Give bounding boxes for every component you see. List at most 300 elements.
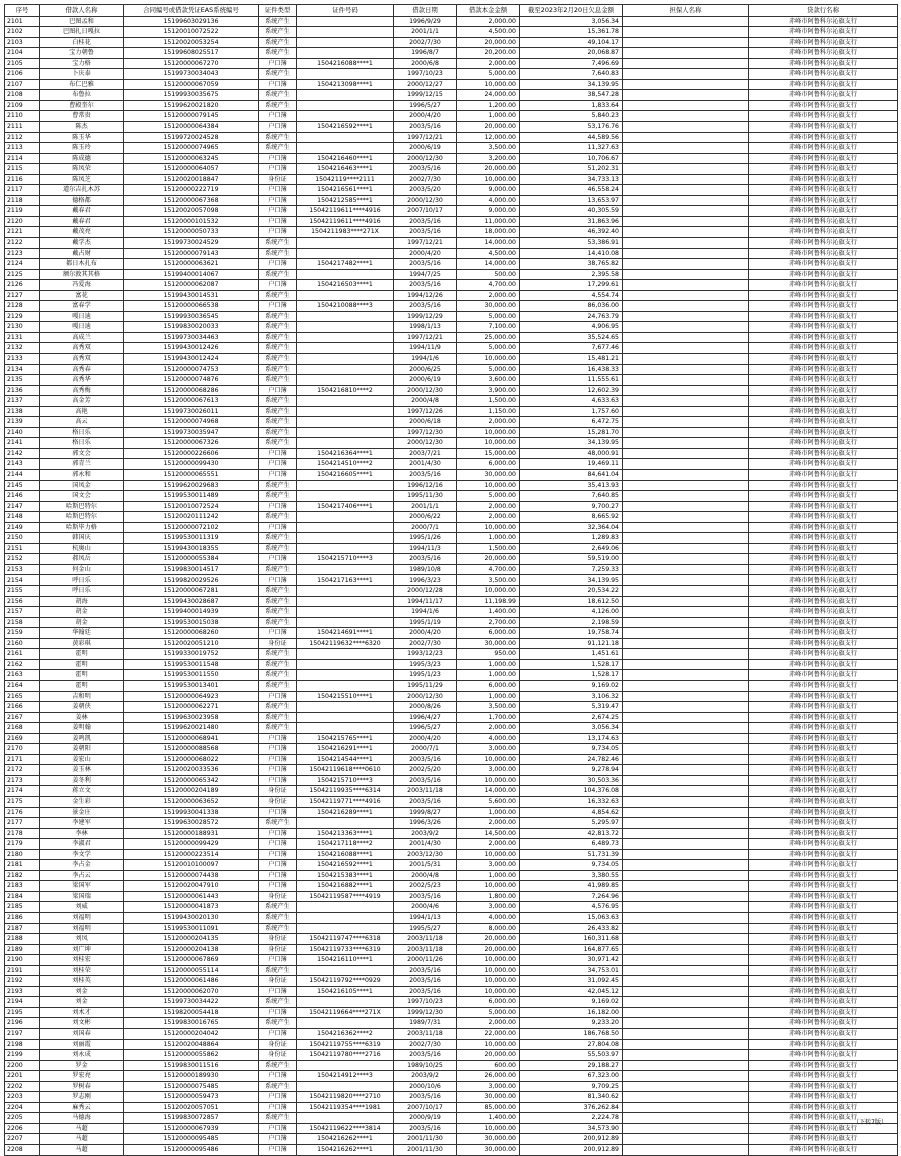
- cell-id-no: 1504216364****1: [297, 448, 394, 459]
- cell-seq: 2123: [5, 248, 40, 259]
- cell-id-type: 系统产生: [259, 322, 297, 333]
- cell-loan-date: 2001/1/1: [394, 27, 457, 38]
- cell-id-no: 1504217163****1: [297, 575, 394, 586]
- cell-id-type: 系统产生: [259, 670, 297, 681]
- cell-seq: 2169: [5, 733, 40, 744]
- cell-interest: 18,612.50: [520, 596, 623, 607]
- cell-seq: 2163: [5, 670, 40, 681]
- cell-interest: 9,734.05: [520, 860, 623, 871]
- cell-contract-no: 15120000068286: [124, 385, 259, 396]
- cell-seq: 2181: [5, 860, 40, 871]
- cell-guarantor: [623, 37, 749, 48]
- cell-loan-date: 2003/9/2: [394, 1071, 457, 1082]
- cell-id-type: 系统产生: [259, 396, 297, 407]
- cell-bank: 赤峰市阿鲁科尔沁旗支行: [749, 269, 898, 280]
- cell-seq: 2131: [5, 332, 40, 343]
- table-row: [5, 1007, 898, 1018]
- table-row: [5, 90, 898, 101]
- cell-seq: 2190: [5, 955, 40, 966]
- cell-contract-no: 15120000041873: [124, 902, 259, 913]
- cell-loan-date: 1989/7/31: [394, 1018, 457, 1029]
- cell-principal: 20,000.00: [457, 164, 520, 175]
- cell-bank: 赤峰市阿鲁科尔沁旗支行: [749, 1113, 898, 1124]
- cell-contract-no: 15120000222719: [124, 185, 259, 196]
- cell-interest: 20,534.22: [520, 586, 623, 597]
- cell-borrower: 景金庄: [40, 807, 124, 818]
- table-row: [5, 343, 898, 354]
- cell-guarantor: [623, 1007, 749, 1018]
- cell-loan-date: 1995/1/26: [394, 533, 457, 544]
- table-row: [5, 965, 898, 976]
- cell-principal: 3,900.00: [457, 385, 520, 396]
- cell-borrower: 高成兰: [40, 332, 124, 343]
- cell-guarantor: [623, 512, 749, 523]
- cell-borrower: 马超: [40, 1123, 124, 1134]
- cell-principal: 14,500.00: [457, 828, 520, 839]
- cell-borrower: 罗金: [40, 1060, 124, 1071]
- cell-bank: 赤峰市阿鲁科尔沁旗支行: [749, 1029, 898, 1040]
- cell-guarantor: [623, 174, 749, 185]
- cell-id-type: 系统产生: [259, 417, 297, 428]
- cell-loan-date: 2000/12/30: [394, 195, 457, 206]
- cell-contract-no: 15199730034463: [124, 332, 259, 343]
- table-row: [5, 79, 898, 90]
- header-id-type: 证件类型: [259, 5, 297, 17]
- cell-seq: 2102: [5, 27, 40, 38]
- cell-guarantor: [623, 902, 749, 913]
- cell-principal: 5,000.00: [457, 364, 520, 375]
- cell-borrower: 格日乐: [40, 427, 124, 438]
- cell-guarantor: [623, 702, 749, 713]
- table-row: [5, 248, 898, 259]
- cell-loan-date: 2000/4/6: [394, 902, 457, 913]
- cell-id-no: 1504216592****1: [297, 121, 394, 132]
- cell-borrower: 胡金: [40, 617, 124, 628]
- table-row: [5, 448, 898, 459]
- cell-guarantor: [623, 575, 749, 586]
- cell-guarantor: [623, 712, 749, 723]
- cell-borrower: 呼日乐: [40, 575, 124, 586]
- cell-bank: 赤峰市阿鲁科尔沁旗支行: [749, 607, 898, 618]
- cell-id-type: 系统产生: [259, 143, 297, 154]
- cell-id-no: [297, 90, 394, 101]
- cell-guarantor: [623, 1029, 749, 1040]
- cell-id-type: 系统产生: [259, 290, 297, 301]
- cell-guarantor: [623, 364, 749, 375]
- table-row: [5, 986, 898, 997]
- cell-id-no: 1504216289****1: [297, 807, 394, 818]
- cell-seq: 2167: [5, 712, 40, 723]
- cell-guarantor: [623, 986, 749, 997]
- cell-interest: 12,602.39: [520, 385, 623, 396]
- cell-id-no: 15042119618****0610: [297, 765, 394, 776]
- cell-interest: 4,554.74: [520, 290, 623, 301]
- table-row: [5, 638, 898, 649]
- cell-bank: 赤峰市阿鲁科尔沁旗支行: [749, 839, 898, 850]
- cell-principal: 1,800.00: [457, 891, 520, 902]
- cell-id-type: 户口簿: [259, 1102, 297, 1113]
- cell-bank: 赤峰市阿鲁科尔沁旗支行: [749, 259, 898, 270]
- cell-seq: 2145: [5, 480, 40, 491]
- cell-guarantor: [623, 607, 749, 618]
- cell-guarantor: [623, 290, 749, 301]
- cell-seq: 2205: [5, 1113, 40, 1124]
- cell-guarantor: [623, 733, 749, 744]
- cell-borrower: 嘎日迪: [40, 311, 124, 322]
- cell-bank: 赤峰市阿鲁科尔沁旗支行: [749, 986, 898, 997]
- cell-interest: 53,386.91: [520, 237, 623, 248]
- cell-id-type: 户口簿: [259, 301, 297, 312]
- cell-borrower: 姜朝侠: [40, 702, 124, 713]
- cell-principal: 10,000.00: [457, 881, 520, 892]
- cell-principal: 2,000.00: [457, 1018, 520, 1029]
- header-interest: 截至2023年2月20日欠息金额: [520, 5, 623, 17]
- cell-guarantor: [623, 248, 749, 259]
- cell-borrower: 霍明: [40, 659, 124, 670]
- cell-seq: 2198: [5, 1039, 40, 1050]
- cell-id-type: 户口簿: [259, 628, 297, 639]
- cell-guarantor: [623, 90, 749, 101]
- cell-interest: 1,451.61: [520, 649, 623, 660]
- cell-id-type: 系统产生: [259, 100, 297, 111]
- cell-id-type: 系统产生: [259, 354, 297, 365]
- cell-id-no: 1504213098****1: [297, 79, 394, 90]
- table-row: [5, 522, 898, 533]
- cell-principal: 10,000.00: [457, 174, 520, 185]
- cell-id-no: 1504216262****1: [297, 1145, 394, 1156]
- table-row: [5, 702, 898, 713]
- cell-seq: 2201: [5, 1071, 40, 1082]
- cell-principal: 1,150.00: [457, 406, 520, 417]
- cell-loan-date: 2000/7/1: [394, 522, 457, 533]
- cell-id-type: 户口簿: [259, 79, 297, 90]
- cell-contract-no: 15120000067368: [124, 195, 259, 206]
- table-row: [5, 902, 898, 913]
- cell-loan-date: 2000/4/20: [394, 628, 457, 639]
- cell-id-no: 1504213363****1: [297, 828, 394, 839]
- cell-seq: 2152: [5, 554, 40, 565]
- cell-id-no: [297, 1060, 394, 1071]
- cell-contract-no: 15199430028687: [124, 596, 259, 607]
- cell-id-type: 系统产生: [259, 491, 297, 502]
- cell-bank: 赤峰市阿鲁科尔沁旗支行: [749, 680, 898, 691]
- cell-bank: 赤峰市阿鲁科尔沁旗支行: [749, 1102, 898, 1113]
- cell-loan-date: 2003/5/16: [394, 775, 457, 786]
- cell-id-no: [297, 406, 394, 417]
- table-row: [5, 1039, 898, 1050]
- cell-id-no: [297, 1113, 394, 1124]
- cell-interest: 51,202.31: [520, 164, 623, 175]
- cell-borrower: 都日木扎布: [40, 259, 124, 270]
- table-row: [5, 58, 898, 69]
- cell-id-type: 系统产生: [259, 1113, 297, 1124]
- cell-bank: 赤峰市阿鲁科尔沁旗支行: [749, 69, 898, 80]
- cell-id-type: 系统产生: [259, 406, 297, 417]
- cell-contract-no: 15199620029683: [124, 480, 259, 491]
- table-row: [5, 860, 898, 871]
- cell-principal: 20,000.00: [457, 37, 520, 48]
- cell-id-no: [297, 480, 394, 491]
- cell-id-no: 1504214544****1: [297, 754, 394, 765]
- cell-guarantor: [623, 470, 749, 481]
- cell-loan-date: 1996/8/7: [394, 48, 457, 59]
- cell-guarantor: [623, 1018, 749, 1029]
- cell-id-type: 系统产生: [259, 332, 297, 343]
- cell-principal: 10,000.00: [457, 79, 520, 90]
- cell-borrower: 刘广坤: [40, 944, 124, 955]
- cell-id-type: 系统产生: [259, 586, 297, 597]
- cell-interest: 42,813.72: [520, 828, 623, 839]
- cell-borrower: 吉和明: [40, 691, 124, 702]
- cell-id-type: 户口簿: [259, 206, 297, 217]
- cell-loan-date: 2000/6/22: [394, 512, 457, 523]
- table-row: [5, 828, 898, 839]
- cell-contract-no: 15120000064057: [124, 164, 259, 175]
- cell-contract-no: 15120000204135: [124, 934, 259, 945]
- cell-bank: 赤峰市阿鲁科尔沁旗支行: [749, 1145, 898, 1156]
- cell-loan-date: 2002/7/30: [394, 174, 457, 185]
- cell-guarantor: [623, 16, 749, 27]
- cell-interest: 55,503.97: [520, 1050, 623, 1061]
- cell-interest: 91,121.18: [520, 638, 623, 649]
- cell-borrower: 姜明翰: [40, 723, 124, 734]
- cell-guarantor: [623, 543, 749, 554]
- cell-seq: 2192: [5, 976, 40, 987]
- cell-contract-no: 15120000067326: [124, 438, 259, 449]
- cell-bank: 赤峰市阿鲁科尔沁旗支行: [749, 364, 898, 375]
- cell-borrower: 白桂花: [40, 37, 124, 48]
- cell-interest: 6,489.73: [520, 839, 623, 850]
- cell-contract-no: 15120000066538: [124, 301, 259, 312]
- cell-id-type: 户口簿: [259, 385, 297, 396]
- cell-guarantor: [623, 132, 749, 143]
- cell-bank: 赤峰市阿鲁科尔沁旗支行: [749, 227, 898, 238]
- cell-id-type: 系统产生: [259, 311, 297, 322]
- cell-contract-no: 15120020018847: [124, 174, 259, 185]
- table-row: [5, 691, 898, 702]
- cell-guarantor: [623, 870, 749, 881]
- cell-id-type: 身份证: [259, 1050, 297, 1061]
- cell-borrower: 梁国军: [40, 881, 124, 892]
- cell-principal: 4,500.00: [457, 248, 520, 259]
- cell-loan-date: 1997/12/21: [394, 132, 457, 143]
- table-row: [5, 153, 898, 164]
- cell-id-no: [297, 912, 394, 923]
- cell-guarantor: [623, 554, 749, 565]
- cell-id-no: 1504216088****1: [297, 849, 394, 860]
- cell-bank: 赤峰市阿鲁科尔沁旗支行: [749, 586, 898, 597]
- cell-principal: 20,200.00: [457, 48, 520, 59]
- table-row: [5, 1060, 898, 1071]
- cell-loan-date: 1998/1/13: [394, 322, 457, 333]
- cell-borrower: 宝力朝鲁: [40, 48, 124, 59]
- cell-interest: 42,045.12: [520, 986, 623, 997]
- cell-contract-no: 15199400014939: [124, 607, 259, 618]
- cell-guarantor: [623, 406, 749, 417]
- cell-loan-date: 2003/7/21: [394, 448, 457, 459]
- cell-borrower: 马超: [40, 1145, 124, 1156]
- cell-interest: 48,000.91: [520, 448, 623, 459]
- cell-id-type: 户口簿: [259, 775, 297, 786]
- cell-bank: 赤峰市阿鲁科尔沁旗支行: [749, 417, 898, 428]
- cell-id-type: 户口簿: [259, 153, 297, 164]
- cell-principal: 20,000.00: [457, 121, 520, 132]
- cell-seq: 2168: [5, 723, 40, 734]
- cell-bank: 赤峰市阿鲁科尔沁旗支行: [749, 237, 898, 248]
- cell-contract-no: 15120000055384: [124, 554, 259, 565]
- cell-bank: 赤峰市阿鲁科尔沁旗支行: [749, 1050, 898, 1061]
- cell-id-no: [297, 37, 394, 48]
- cell-guarantor: [623, 375, 749, 386]
- cell-interest: 9,734.05: [520, 744, 623, 755]
- cell-id-no: [297, 354, 394, 365]
- table-row: [5, 512, 898, 523]
- cell-guarantor: [623, 617, 749, 628]
- cell-contract-no: 15120000063652: [124, 796, 259, 807]
- cell-interest: 1,833.64: [520, 100, 623, 111]
- cell-loan-date: 2003/11/18: [394, 944, 457, 955]
- cell-interest: 16,182.00: [520, 1007, 623, 1018]
- cell-borrower: 罗宏亮: [40, 1071, 124, 1082]
- table-row: [5, 680, 898, 691]
- cell-contract-no: 15120020033536: [124, 765, 259, 776]
- cell-guarantor: [623, 111, 749, 122]
- cell-contract-no: 15120000072102: [124, 522, 259, 533]
- cell-id-type: 户口簿: [259, 459, 297, 470]
- cell-interest: 186,768.50: [520, 1029, 623, 1040]
- cell-guarantor: [623, 58, 749, 69]
- cell-bank: 赤峰市阿鲁科尔沁旗支行: [749, 997, 898, 1008]
- cell-id-no: [297, 16, 394, 27]
- cell-guarantor: [623, 828, 749, 839]
- cell-loan-date: 2000/4/8: [394, 396, 457, 407]
- cell-contract-no: 15120010100097: [124, 860, 259, 871]
- table-row: [5, 976, 898, 987]
- cell-id-type: 系统产生: [259, 564, 297, 575]
- cell-id-no: 1504212585****1: [297, 195, 394, 206]
- cell-contract-no: 15199830016765: [124, 1018, 259, 1029]
- cell-bank: 赤峰市阿鲁科尔沁旗支行: [749, 512, 898, 523]
- cell-bank: 赤峰市阿鲁科尔沁旗支行: [749, 332, 898, 343]
- cell-id-type: 户口簿: [259, 828, 297, 839]
- cell-loan-date: 1996/5/27: [394, 100, 457, 111]
- cell-guarantor: [623, 164, 749, 175]
- cell-borrower: 呼日乐: [40, 586, 124, 597]
- cell-bank: 赤峰市阿鲁科尔沁旗支行: [749, 765, 898, 776]
- cell-id-type: 系统产生: [259, 237, 297, 248]
- cell-contract-no: 15120000064923: [124, 691, 259, 702]
- cell-principal: 3,500.00: [457, 702, 520, 713]
- cell-seq: 2149: [5, 522, 40, 533]
- cell-id-type: 户口簿: [259, 1092, 297, 1103]
- cell-id-no: 1504215510****1: [297, 691, 394, 702]
- cell-seq: 2186: [5, 912, 40, 923]
- cell-id-type: 系统产生: [259, 997, 297, 1008]
- cell-principal: 5,000.00: [457, 311, 520, 322]
- cell-id-type: 户口簿: [259, 195, 297, 206]
- table-row: [5, 1081, 898, 1092]
- table-row: [5, 543, 898, 554]
- table-row: [5, 354, 898, 365]
- cell-guarantor: [623, 237, 749, 248]
- cell-loan-date: 2002/7/30: [394, 1039, 457, 1050]
- cell-id-no: 15042119587****4919: [297, 891, 394, 902]
- cell-loan-date: 1997/10/23: [394, 997, 457, 1008]
- cell-interest: 40,305.59: [520, 206, 623, 217]
- table-row: [5, 649, 898, 660]
- header-row: [5, 5, 898, 17]
- table-row: [5, 659, 898, 670]
- cell-id-type: 户口簿: [259, 227, 297, 238]
- cell-interest: 15,281.70: [520, 427, 623, 438]
- cell-id-no: [297, 332, 394, 343]
- table-row: [5, 396, 898, 407]
- cell-id-type: 户口簿: [259, 849, 297, 860]
- table-row: [5, 870, 898, 881]
- cell-loan-date: 2007/10/17: [394, 206, 457, 217]
- cell-contract-no: 15199730034043: [124, 69, 259, 80]
- cell-id-no: [297, 396, 394, 407]
- cell-id-type: 户口簿: [259, 839, 297, 850]
- cell-loan-date: 1995/1/23: [394, 670, 457, 681]
- cell-guarantor: [623, 459, 749, 470]
- cell-loan-date: 1996/3/26: [394, 818, 457, 829]
- cell-interest: 11,555.61: [520, 375, 623, 386]
- cell-bank: 赤峰市阿鲁科尔沁旗支行: [749, 934, 898, 945]
- cell-seq: 2138: [5, 406, 40, 417]
- cell-guarantor: [623, 659, 749, 670]
- cell-principal: 20,000.00: [457, 944, 520, 955]
- cell-seq: 2126: [5, 280, 40, 291]
- cell-contract-no: 15120000226606: [124, 448, 259, 459]
- cell-interest: 9,278.94: [520, 765, 623, 776]
- cell-bank: 赤峰市阿鲁科尔沁旗支行: [749, 955, 898, 966]
- cell-interest: 46,558.24: [520, 185, 623, 196]
- cell-interest: 4,633.63: [520, 396, 623, 407]
- cell-loan-date: 1994/1/13: [394, 912, 457, 923]
- header-contract-no: 合同编号或借款凭证EAS系统编号: [124, 5, 259, 17]
- cell-id-no: 15042119755****6319: [297, 1039, 394, 1050]
- cell-principal: 6,000.00: [457, 680, 520, 691]
- cell-id-type: 户口簿: [259, 754, 297, 765]
- table-row: [5, 375, 898, 386]
- cell-contract-no: 15120000061486: [124, 976, 259, 987]
- cell-seq: 2128: [5, 301, 40, 312]
- cell-interest: 67,323.00: [520, 1071, 623, 1082]
- cell-guarantor: [623, 501, 749, 512]
- cell-principal: 1,700.00: [457, 712, 520, 723]
- cell-id-no: 1504217118****2: [297, 839, 394, 850]
- cell-id-type: 系统产生: [259, 596, 297, 607]
- cell-bank: 赤峰市阿鲁科尔沁旗支行: [749, 248, 898, 259]
- cell-interest: 4,126.00: [520, 607, 623, 618]
- table-row: [5, 670, 898, 681]
- cell-id-no: [297, 143, 394, 154]
- cell-interest: 2,224.78: [520, 1113, 623, 1124]
- cell-loan-date: 1989/10/8: [394, 564, 457, 575]
- table-row: [5, 480, 898, 491]
- cell-interest: 4,576.95: [520, 902, 623, 913]
- cell-borrower: 梁国瑞: [40, 891, 124, 902]
- cell-interest: 27,804.08: [520, 1039, 623, 1050]
- cell-interest: 9,169.02: [520, 680, 623, 691]
- cell-seq: 2184: [5, 891, 40, 902]
- cell-contract-no: 15120000095486: [124, 1145, 259, 1156]
- cell-principal: 3,500.00: [457, 575, 520, 586]
- cell-loan-date: 1994/11/17: [394, 596, 457, 607]
- table-row: [5, 427, 898, 438]
- cell-interest: 17,299.61: [520, 280, 623, 291]
